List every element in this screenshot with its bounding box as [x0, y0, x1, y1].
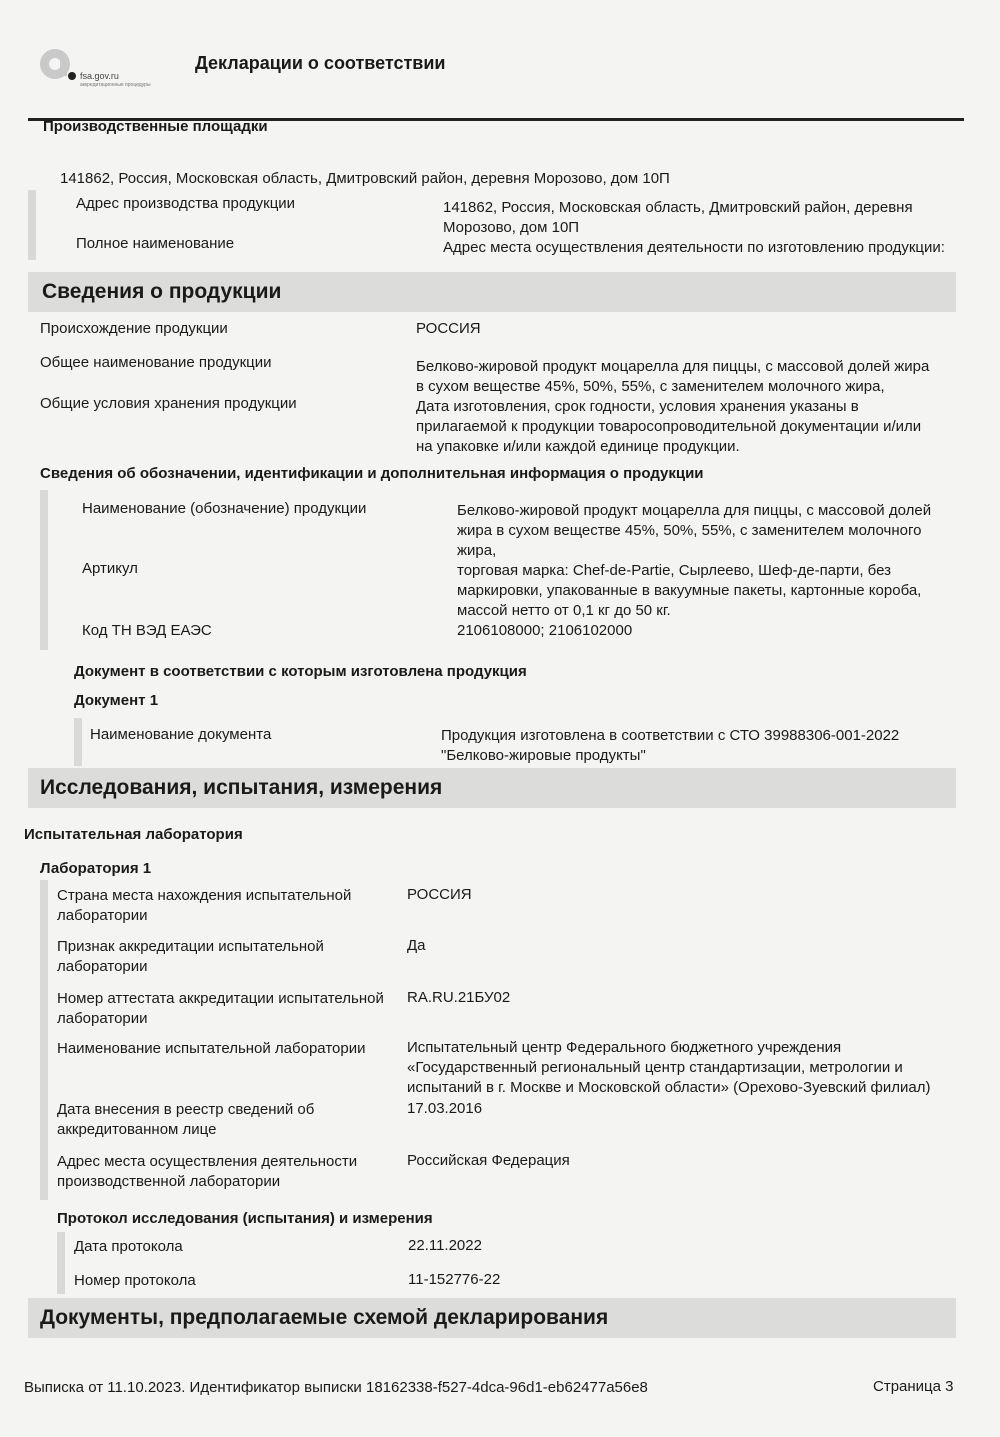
- document-1-heading: Документ 1: [74, 692, 159, 709]
- product-origin-label: Происхождение продукции: [40, 320, 228, 337]
- product-general-name-value: Белково-жировой продукт моцарелла для пиццы, с массовой долей жира в сухом веществе 45%, 50%, 55%, с заменителем молочного жира,: [416, 358, 930, 395]
- protocol-number-value: 11-152776-22: [408, 1271, 501, 1288]
- lab-country-value: РОССИЯ: [407, 886, 472, 903]
- footer-page-number: Страница 3: [873, 1378, 954, 1395]
- lab-registry-date-label: Дата внесения в реестр сведений об аккредитованном лице: [57, 1101, 315, 1138]
- document-1-name-label: Наименование документа: [90, 726, 272, 743]
- production-fullname-value: Адрес места осуществления деятельности по изготовлению продукции:: [443, 239, 945, 256]
- ident-name-value: Белково-жировой продукт моцарелла для пиццы, с массовой долей жира в сухом веществе 45%, 50%, 55%, с заменителем молочного жира,: [457, 502, 932, 559]
- production-site-address: 141862, Россия, Московская область, Дмитровский район, деревня Морозово, дом 10П: [60, 170, 670, 187]
- fsa-logo-icon: [38, 44, 78, 84]
- document-1-name-value: Продукция изготовлена в соответствии с СТО 39988306-001-2022 "Белково-жировые продукты": [441, 727, 900, 764]
- document-1-vbar: [74, 718, 82, 766]
- lab-1-vbar: [40, 880, 48, 1200]
- lab-address-value: Российская Федерация: [407, 1152, 570, 1169]
- protocol-number-label: Номер протокола: [74, 1272, 196, 1289]
- lab-certificate-number-label: Номер аттестата аккредитации испытательной лаборатории: [57, 990, 384, 1027]
- product-storage-label: Общие условия хранения продукции: [40, 395, 297, 412]
- production-heading: Производственные площадки: [43, 118, 268, 135]
- lab-heading: Испытательная лаборатория: [24, 826, 243, 843]
- research-section-title: Исследования, испытания, измерения: [40, 776, 443, 799]
- production-address-label: Адрес производства продукции: [76, 195, 296, 212]
- lab-certificate-number-value: RA.RU.21БУ02: [407, 989, 511, 1006]
- protocol-date-label: Дата протокола: [74, 1238, 183, 1255]
- production-fullname-label: Полное наименование: [76, 235, 235, 252]
- lab-country-label: Страна места нахождения испытательной лаборатории: [57, 887, 352, 924]
- logo-sub-text: аккредитационные процедуры: [80, 82, 151, 88]
- protocol-date-value: 22.11.2022: [408, 1237, 482, 1254]
- product-storage-value: Дата изготовления, срок годности, условия хранения указаны в прилагаемой к продукции товаросопроводительной документации и/или на упаковке и/или каждой единице продукции.: [416, 398, 922, 455]
- production-doc-heading: Документ в соответствии с которым изготовлена продукция: [74, 663, 527, 680]
- lab-1-heading: Лаборатория 1: [40, 860, 152, 877]
- identification-heading: Сведения об обозначении, идентификации и дополнительная информация о продукции: [40, 465, 704, 482]
- production-vbar: [28, 190, 36, 260]
- ident-hs-code-value: 2106108000; 2106102000: [457, 622, 633, 639]
- production-address-value: 141862, Россия, Московская область, Дмитровский район, деревня Морозово, дом 10П: [443, 199, 913, 236]
- product-origin-value: РОССИЯ: [416, 320, 481, 337]
- lab-accreditation-flag-value: Да: [407, 937, 426, 954]
- ident-hs-code-label: Код ТН ВЭД ЕАЭС: [82, 622, 212, 639]
- product-general-name-label: Общее наименование продукции: [40, 354, 272, 371]
- protocol-heading: Протокол исследования (испытания) и измерения: [57, 1210, 433, 1227]
- protocol-vbar: [57, 1232, 65, 1294]
- lab-registry-date-value: 17.03.2016: [407, 1100, 483, 1117]
- product-section-title: Сведения о продукции: [42, 280, 282, 303]
- lab-name-value: Испытательный центр Федерального бюджетного учреждения «Государственный региональный центр стандартизации, метрологии и испытаний в г. Москве и Московской области» (Орехово-Зуевский филиал): [407, 1039, 931, 1096]
- logo-site-text: fsa.gov.ru: [80, 71, 119, 81]
- documents-section-title: Документы, предполагаемые схемой декларирования: [40, 1306, 609, 1329]
- lab-accreditation-flag-label: Признак аккредитации испытательной лаборатории: [57, 938, 324, 975]
- lab-name-label: Наименование испытательной лаборатории: [57, 1040, 366, 1057]
- ident-article-label: Артикул: [82, 560, 138, 577]
- footer-extract-id: Выписка от 11.10.2023. Идентификатор выписки 18162338-f527-4dca-96d1-eb62477a56e8: [24, 1379, 648, 1396]
- ident-name-label: Наименование (обозначение) продукции: [82, 500, 367, 517]
- lab-address-label: Адрес места осуществления деятельности производственной лаборатории: [57, 1153, 358, 1190]
- ident-article-value: торговая марка: Chef-de-Partie, Сырлеево, Шеф-де-парти, без маркировки, упакованные в вакуумные пакеты, картонные короба, массой нетто от 0,1 кг до 50 кг.: [457, 562, 922, 619]
- document-title: Декларации о соответствии: [195, 53, 446, 73]
- identification-vbar: [40, 490, 48, 650]
